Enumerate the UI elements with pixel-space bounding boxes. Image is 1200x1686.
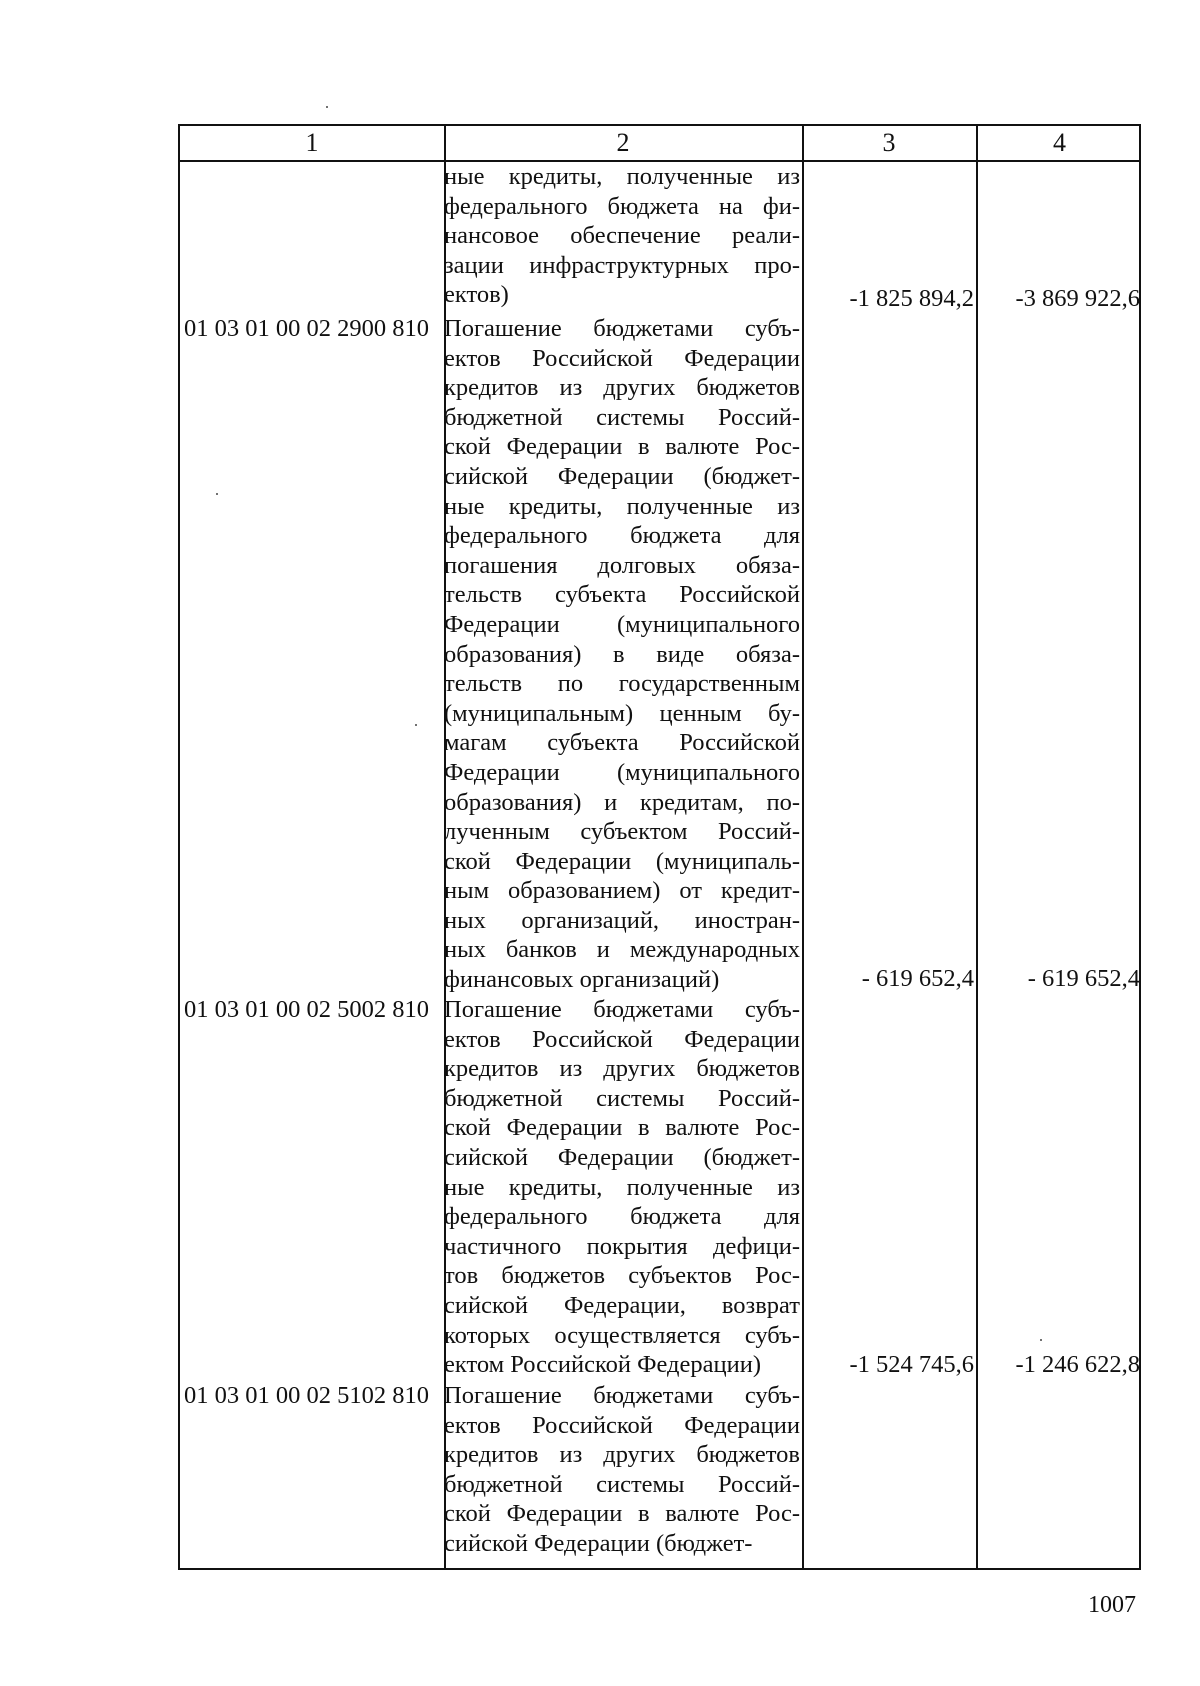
row-value-col4: - 619 652,4 <box>1027 965 1140 992</box>
description-line: Федерации (муниципального <box>444 610 800 638</box>
description-line: Федерации (муниципального <box>444 758 800 786</box>
description-line: федерального бюджета на фи- <box>444 192 800 220</box>
description-line: Погашение бюджетами субъ- <box>444 1382 800 1409</box>
row-code: 01 03 01 00 02 5102 810 <box>184 1382 429 1409</box>
description-line: тельств субъекта Российской <box>444 581 800 609</box>
description-line: федерального бюджета для <box>444 1203 800 1231</box>
description-line: бюджетной системы Россий- <box>444 1470 800 1498</box>
row-description <box>444 995 800 1380</box>
continuation-value-col4: -3 869 922,6 <box>1015 285 1140 312</box>
budget-table <box>178 124 1141 1570</box>
description-line: ные кредиты, полученные из <box>444 163 800 190</box>
description-line: Погашение бюджетами субъ- <box>444 996 800 1023</box>
row-code: 01 03 01 00 02 5002 810 <box>184 996 429 1023</box>
description-line: ской Федерации в валюте Рос- <box>444 1500 800 1528</box>
description-line: нансовое обеспечение реали- <box>444 222 800 250</box>
description-line: которых осуществляется субъ- <box>444 1321 800 1349</box>
description-line: тельств по государственным <box>444 670 800 698</box>
header-col-4: 4 <box>1053 128 1066 157</box>
row-value-col3: -1 524 745,6 <box>849 1351 974 1378</box>
description-line: ным образованием) от кредит- <box>444 877 800 905</box>
description-line: погашения долговых обяза- <box>444 551 800 579</box>
description-line: кредитов из других бюджетов <box>444 374 800 402</box>
description-line: бюджетной системы Россий- <box>444 403 800 431</box>
description-line: ные кредиты, полученные из <box>444 1173 800 1201</box>
header-col-1: 1 <box>305 128 319 157</box>
description-line: ные кредиты, полученные из <box>444 492 800 520</box>
description-line: сийской Федерации (бюджет- <box>444 462 800 490</box>
description-line: ектов Российской Федерации <box>444 1025 800 1053</box>
row-description <box>444 1381 800 1559</box>
description-line: ных организаций, иностран- <box>444 906 800 934</box>
description-line: ской Федерации (муниципаль- <box>444 847 800 875</box>
description-line: финансовых организаций) <box>444 966 720 994</box>
description-line: федерального бюджета для <box>444 522 800 550</box>
description-line: ектов Российской Федерации <box>444 1411 800 1439</box>
description-line: магам субъекта Российской <box>444 729 800 757</box>
continuation-value-col3: -1 825 894,2 <box>849 285 974 312</box>
description-line: ектов Российской Федерации <box>444 344 800 372</box>
description-line: ской Федерации в валюте Рос- <box>444 1114 800 1142</box>
description-line: образования) в виде обяза- <box>444 640 800 668</box>
description-line: Погашение бюджетами субъ- <box>444 315 800 342</box>
row-value-col3: - 619 652,4 <box>861 965 974 992</box>
description-line: сийской Федерации, возврат <box>444 1291 800 1319</box>
description-line: бюджетной системы Россий- <box>444 1084 800 1112</box>
description-line: сийской Федерации (бюджет- <box>444 1143 800 1171</box>
header-col-3: 3 <box>882 128 896 157</box>
description-line: ных банков и международных <box>444 936 800 964</box>
description-line: зации инфраструктурных про- <box>444 251 800 279</box>
header-col-2: 2 <box>616 128 630 157</box>
description-line: кредитов из других бюджетов <box>444 1441 800 1469</box>
row-value-col4: -1 246 622,8 <box>1015 1351 1140 1378</box>
speck <box>326 106 328 108</box>
description-line: частичного покрытия дефици- <box>444 1232 800 1260</box>
description-line: образования) и кредитам, по- <box>444 788 800 816</box>
description-line: лученным субъектом Россий- <box>444 818 800 846</box>
description-line: кредитов из других бюджетов <box>444 1055 800 1083</box>
description-line: тов бюджетов субъектов Рос- <box>444 1262 800 1290</box>
description-line: (муниципальным) ценным бу- <box>444 699 800 727</box>
column-rule <box>802 126 804 1568</box>
row-code: 01 03 01 00 02 2900 810 <box>184 315 429 342</box>
description-line: ской Федерации в валюте Рос- <box>444 433 800 461</box>
continuation-description <box>444 162 800 310</box>
description-line: ектом Российской Федерации) <box>444 1351 761 1379</box>
description-line: ектов) <box>444 281 509 309</box>
row-description <box>444 314 800 995</box>
description-line: сийской Федерации (бюджет- <box>444 1529 753 1557</box>
page-number: 1007 <box>1088 1592 1136 1618</box>
